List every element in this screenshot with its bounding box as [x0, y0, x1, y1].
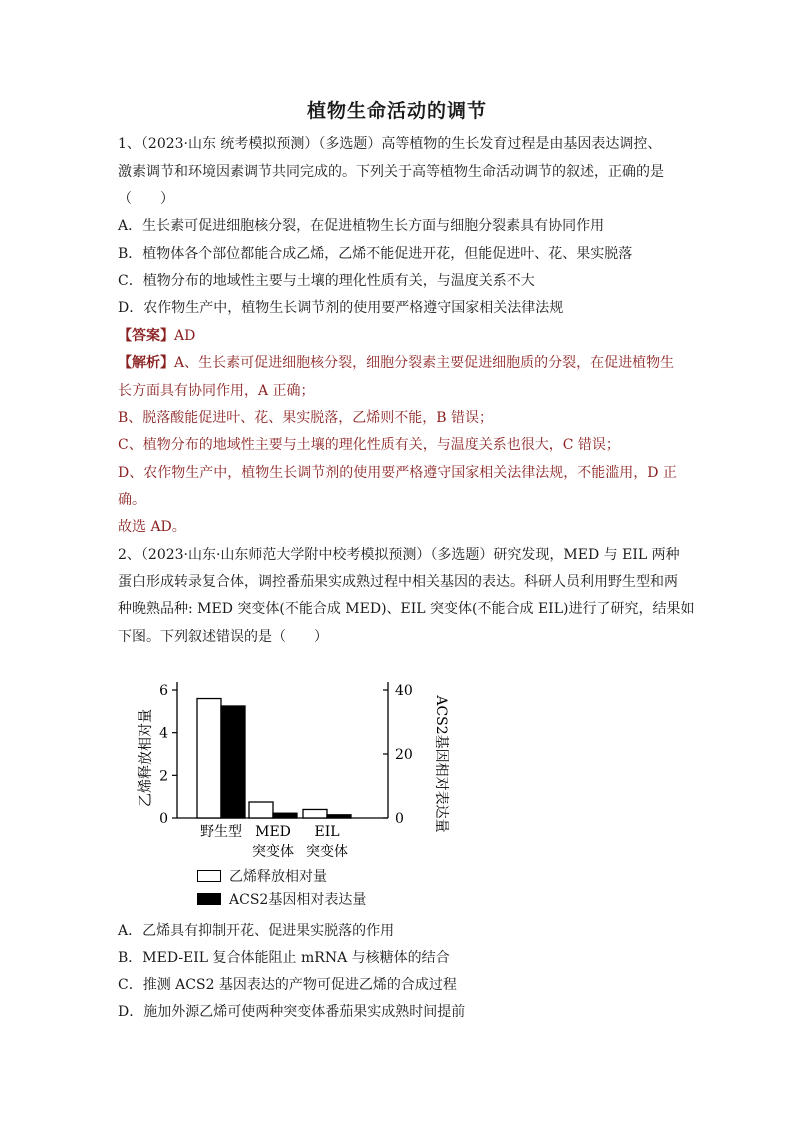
q1-analysis-line: 确。: [118, 492, 146, 508]
left-tick-label: 4: [159, 725, 168, 742]
q2-option-d: D．施加外源乙烯可使两种突变体番茄果实成熟时间提前: [118, 1004, 466, 1020]
q1-analysis-line: [118, 353, 674, 373]
left-tick-label: 2: [159, 768, 168, 785]
q2-option-c: C．推测 ACS2 基因表达的产物可促进乙烯的合成过程: [118, 977, 457, 993]
q1-stem-line: 激素调节和环境因素调节共同完成的。下列关于高等植物生命活动调节的叙述，正确的是: [118, 164, 664, 180]
x-tick-label: 突变体: [252, 844, 294, 860]
q1-option-c: C．植物分布的地域性主要与土壤的理化性质有关，与温度关系不大: [118, 273, 535, 289]
q2-stem-line: 蛋白形成转录复合体，调控番茄果实成熟过程中相关基因的表达。科研人员利用野生型和两: [118, 574, 678, 590]
q1-stem-line: （ ）: [118, 191, 174, 207]
legend-label: ACS2基因相对表达量: [229, 892, 367, 908]
bar-ethylene: [197, 699, 221, 818]
q1-answer: [118, 326, 195, 346]
legend-item-acs2: [197, 889, 366, 909]
right-tick-label: 40: [395, 683, 413, 699]
q1-option-a: A．生长素可促进细胞核分裂，在促进植物生长方面与细胞分裂素具有协同作用: [118, 218, 605, 234]
page-title: 植物生命活动的调节: [306, 100, 487, 122]
x-tick-label: EIL: [314, 824, 340, 840]
q1-analysis-line: D、农作物生产中，植物生长调节剂的使用要严格遵守国家相关法律法规，不能滥用，D 正: [118, 465, 677, 481]
bar-ethylene: [303, 809, 327, 818]
q2-option-a: A．乙烯具有抑制开花、促进果实脱落的作用: [118, 923, 395, 939]
answer-value: AD: [174, 328, 196, 344]
q1-analysis-line: 故选 AD。: [118, 519, 186, 535]
q2-option-b: B．MED-EIL 复合体能阻止 mRNA 与核糖体的结合: [118, 950, 450, 966]
x-tick-label: 野生型: [200, 824, 242, 840]
analysis-text: A、生长素可促进细胞核分裂，细胞分裂素主要促进细胞质的分裂，在促进植物生: [174, 355, 675, 371]
legend-item-ethylene: [197, 866, 327, 886]
q1-stem-line: 1、（2023·山东 统考模拟预测）（多选题）高等植物的生长发育过程是由基因表达调控、: [118, 136, 662, 152]
q2-stem-line: 2、（2023·山东·山东师范大学附中校考模拟预测）（多选题）研究发现，MED 与 EIL 两种: [118, 547, 680, 563]
q2-stem-line: 下图。下列叙述错误的是（ ）: [118, 629, 328, 645]
legend-swatch-white: [197, 870, 221, 882]
left-tick-label: 6: [159, 683, 168, 699]
analysis-label: 【解析】: [118, 355, 174, 371]
q2-stem-line: 种晚熟品种: MED 突变体(不能合成 MED)、EIL 突变体(不能合成 EIL)进行了研究，结果如: [118, 601, 695, 617]
left-axis-title: 乙烯释放相对量: [138, 709, 154, 807]
bar-acs2: [327, 815, 351, 818]
answer-label: 【答案】: [118, 328, 174, 344]
q1-analysis-line: 长方面具有协同作用，A 正确；: [118, 383, 315, 399]
right-tick-label: 0: [395, 811, 404, 827]
legend-swatch-black: [197, 893, 221, 905]
x-tick-label: MED: [255, 824, 291, 840]
q1-option-d: D．农作物生产中，植物生长调节剂的使用要严格遵守国家相关法律法规: [118, 300, 564, 316]
right-axis-title: ACS2基因相对表达量: [433, 695, 449, 833]
q1-analysis-line: B、脱落酸能促进叶、花、果实脱落，乙烯则不能，B 错误；: [118, 410, 494, 426]
bar-acs2: [273, 813, 297, 818]
x-tick-label: 突变体: [306, 844, 348, 860]
legend-label: 乙烯释放相对量: [229, 869, 327, 885]
right-tick-label: 20: [395, 747, 413, 763]
q1-analysis-line: C、植物分布的地域性主要与土壤的理化性质有关，与温度关系也很大，C 错误；: [118, 437, 620, 453]
left-tick-label: 0: [159, 811, 168, 827]
bar-acs2: [221, 706, 245, 818]
bar-ethylene: [249, 802, 273, 818]
q1-option-b: B．植物体各个部位都能合成乙烯，乙烯不能促进开花，但能促进叶、花、果实脱落: [118, 246, 633, 262]
